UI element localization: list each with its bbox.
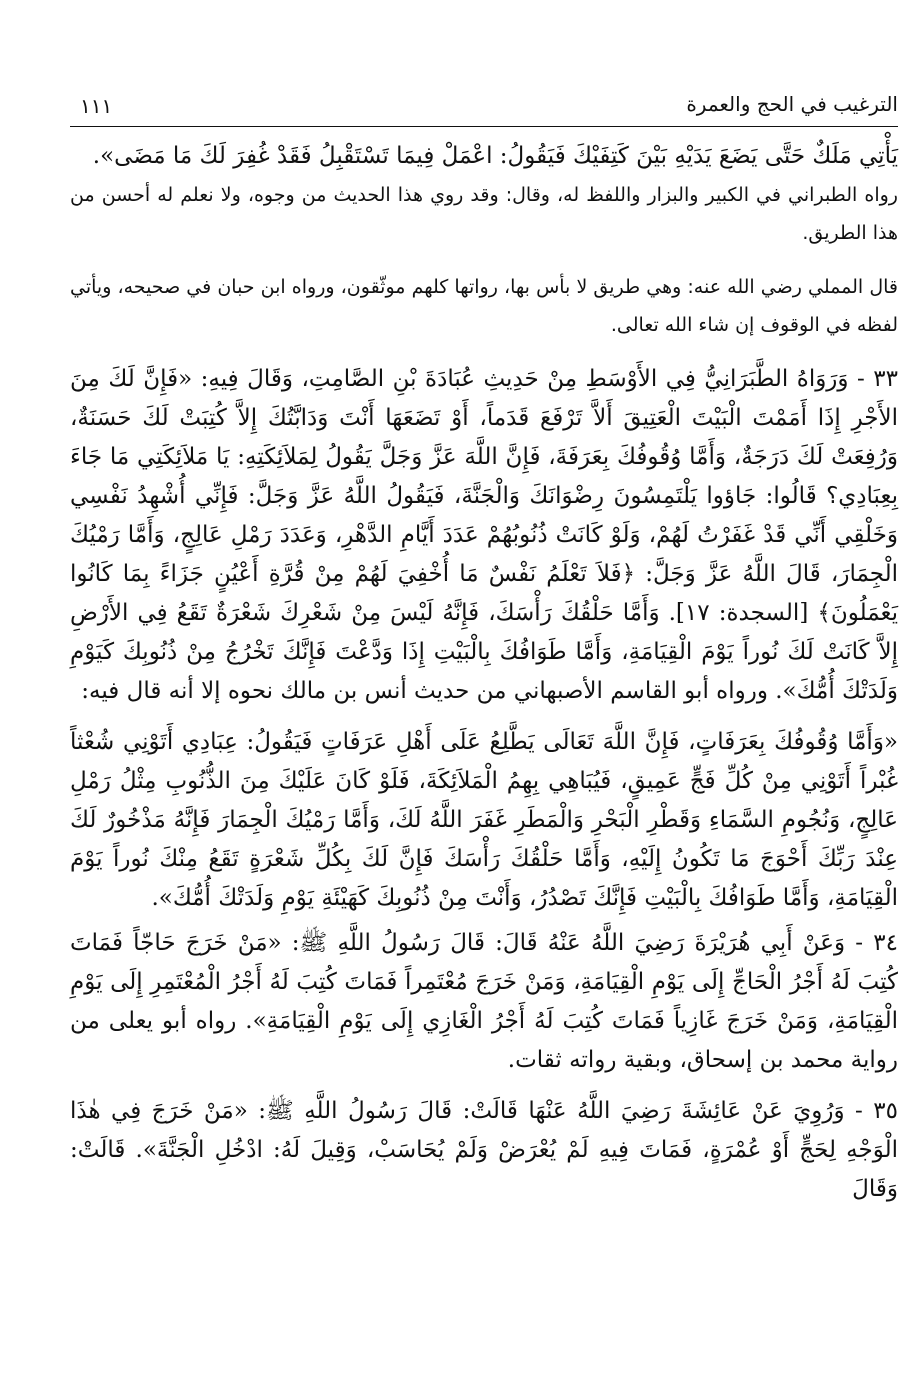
hadith-33-variant: «وَأَمَّا وُقُوفُكَ بِعَرَفَاتٍ، فَإِنَّ اللَّهَ تَعَالَى يَطَّلِعُ عَلَى أَهْلِ عَرَفَاتٍ فَيَقُولُ: عِبَادِي أَتَوْنِي شُعْثاً غُبْراً أَتَوْنِي مِنْ كُلِّ فَجٍّ عَمِيقٍ، فَيُبَاهِي بِهِمُ الْمَلاَئِكَةَ، فَلَوْ كَانَ عَلَيْكَ مِنَ الذُّنُوبِ مِثْلُ رَمْلِ عَالِجٍ، وَنُجُومِ السَّمَاءِ وَقَطْرِ الْبَحْرِ وَالْمَطَرِ غَفَرَ اللَّهُ لَكَ، وَأَمَّا رَمْيُكَ الْجِمَارَ فَإِنَّهُ مَذْخُورٌ لَكَ عِنْدَ رَبِّكَ أَحْوَجَ مَا تَكُونُ إِلَيْهِ، وَأَمَّا حَلْقُكَ رَأْسَكَ فَإِنَّ لَكَ بِكُلِّ شَعْرَةٍ تَقَعُ مِنْكَ نُوراً يَوْمَ الْقِيَامَةِ، وَأَمَّا طَوَافُكَ بِالْبَيْتِ فَإِنَّكَ تَصْدُرُ، وَأَنْتَ مِنْ ذُنُوبِكَ كَهَيْئَةِ يَوْمِ وَلَدَتْكَ أُمُّكَ». [70,729,898,911]
paragraph-continuation: يَأْتِي مَلَكٌ حَتَّى يَضَعَ يَدَيْهِ بَيْنَ كَتِفَيْكَ فَيَقُولُ: اعْمَلْ فِيمَا تَسْتَقْبِلُ فَقَدْ غُفِرَ لَكَ مَا مَضَى». [92,143,898,169]
page-number: ١١١ [80,94,113,118]
book-page [70,92,898,1362]
paragraph-commentary: قال المملي رضي الله عنه: وهي طريق لا بأس بها، رواتها كلهم موثّقون، ورواه ابن حبان في صحيحه، ويأتي لفظه في الوقوف إن شاء الله تعالى. [70,276,898,336]
hadith-34: ٣٤ - وَعَنْ أَبِي هُرَيْرَةَ رَضِيَ اللَّهُ عَنْهُ قَالَ: قَالَ رَسُولُ اللَّهِ ﷺ: «مَنْ خَرَجَ حَاجّاً فَمَاتَ كُتِبَ لَهُ أَجْرُ الْحَاجِّ إِلَى يَوْمِ الْقِيَامَةِ، وَمَنْ خَرَجَ مُعْتَمِراً فَمَاتَ كُتِبَ لَهُ أَجْرُ الْمُعْتَمِرِ إِلَى يَوْمِ الْقِيَامَةِ، وَمَنْ خَرَجَ غَازِياً فَمَاتَ كُتِبَ لَهُ أَجْرُ الْغَازِي إِلَى يَوْمِ الْقِيَامَةِ». رواه أبو يعلى من رواية محمد بن إسحاق، وبقية رواته ثقات. [70,930,898,1073]
running-title: الترغيب في الحج والعمرة [686,92,898,116]
hadith-35: ٣٥ - وَرُوِيَ عَنْ عَائِشَةَ رَضِيَ اللَّهُ عَنْهَا قَالَتْ: قَالَ رَسُولُ اللَّهِ ﷺ: «مَنْ خَرَجَ فِي هٰذَا الْوَجْهِ لِحَجٍّ أَوْ عُمْرَةٍ، فَمَاتَ فِيهِ لَمْ يُعْرَضْ وَلَمْ يُحَاسَبْ، وَقِيلَ لَهُ: ادْخُلِ الْجَنَّةَ». قَالَتْ: وَقَالَ [70,1098,898,1202]
running-header [70,92,898,127]
paragraph-source-note: رواه الطبراني في الكبير والبزار واللفظ له، وقال: وقد روي هذا الحديث من وجوه، ولا نعلم له أحسن من هذا الطريق. [70,184,898,244]
hadith-33: ٣٣ - وَرَوَاهُ الطَّبَرَانِيُّ فِي الأَوْسَطِ مِنْ حَدِيثِ عُبَادَةَ بْنِ الصَّامِتِ، وَقَالَ فِيهِ: «فَإِنَّ لَكَ مِنَ الأَجْرِ إِذَا أَمَمْتَ الْبَيْتَ الْعَتِيقَ أَلاَّ تَرْفَعَ قَدَماً، أَوْ تَضَعَهَا أَنْتَ وَدَابَّتُكَ إِلاَّ كُتِبَتْ لَكَ حَسَنَةٌ، وَرُفِعَتْ لَكَ دَرَجَةٌ، وَأَمَّا وُقُوفُكَ بِعَرَفَةَ، فَإِنَّ اللَّهَ عَزَّ وَجَلَّ يَقُولُ لِمَلاَئِكَتِهِ: يَا مَلاَئِكَتِي مَا جَاءَ بِعِبَادِي؟ قَالُوا: جَاؤوا يَلْتَمِسُونَ رِضْوَانَكَ وَالْجَنَّةَ، فَيَقُولُ اللَّهُ عَزَّ وَجَلَّ: فَإِنِّي أُشْهِدُ نَفْسِي وَخَلْقِي أَنِّي قَدْ غَفَرْتُ لَهُمْ، وَلَوْ كَانَتْ ذُنُوبُهُمْ عَدَدَ أَيَّامِ الدَّهْرِ، وَعَدَدَ رَمْلِ عَالِجٍ، وَأَمَّا رَمْيُكَ الْجِمَارَ، قَالَ اللَّهُ عَزَّ وَجَلَّ: ﴿فَلاَ تَعْلَمُ نَفْسٌ مَا أُخْفِيَ لَهُمْ مِنْ قُرَّةِ أَعْيُنٍ جَزَاءً بِمَا كَانُوا يَعْمَلُونَ﴾ [السجدة: ١٧]. وَأَمَّا حَلْقُكَ رَأْسَكَ، فَإِنَّهُ لَيْسَ مِنْ شَعْرِكَ شَعْرَةٌ تَقَعُ فِي الأَرْضِ إِلاَّ كَانَتْ لَكَ نُوراً يَوْمَ الْقِيَامَةِ، وَأَمَّا طَوَافُكَ بِالْبَيْتِ إِذَا وَدَّعْتَ فَإِنَّكَ تَخْرُجُ مِنْ ذُنُوبِكَ كَيَوْمِ وَلَدَتْكَ أُمُّكَ». ورواه أبو القاسم الأصبهاني من حديث أنس بن مالك نحوه إلا أنه قال فيه: [70,366,899,704]
